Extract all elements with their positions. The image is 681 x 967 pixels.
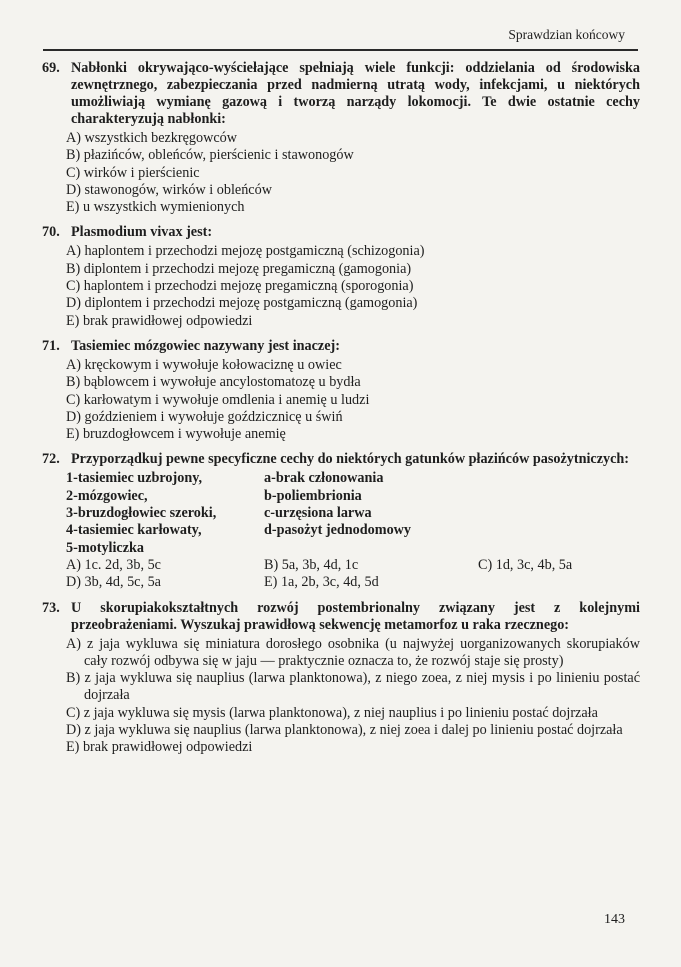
answer-option: E) 1a, 2b, 3c, 4d, 5d xyxy=(264,574,379,591)
matching-left: 4-tasiemiec karłowaty, xyxy=(66,522,202,539)
option: D) goździeniem i wywołuje goździcznicę u świń xyxy=(66,408,343,425)
matching-right: b-poliembrionia xyxy=(264,487,362,504)
option: E) brak prawidłowej odpowiedzi xyxy=(66,739,253,756)
option: C) haplontem i przechodzi mejozę pregamiczną (sporogonia) xyxy=(66,278,414,295)
running-header: Sprawdzian końcowy xyxy=(508,27,625,42)
page-number: 143 xyxy=(604,912,625,927)
matching-left: 3-bruzdogłowiec szeroki, xyxy=(66,505,217,522)
option: E) bruzdogłowcem i wywołuje anemię xyxy=(66,426,286,443)
matching-row xyxy=(66,505,640,522)
question-number: 71. xyxy=(42,337,60,354)
option: A) kręckowym i wywołuje kołowaciznę u owiec xyxy=(66,356,342,373)
option: D) diplontem i przechodzi mejozę postgamiczną (gamogonia) xyxy=(66,295,418,312)
answer-option: D) 3b, 4d, 5c, 5a xyxy=(66,574,161,591)
question-71 xyxy=(42,338,640,443)
matching-right: c-urzęsiona larwa xyxy=(264,505,372,522)
question-72 xyxy=(42,451,640,591)
answer-option: B) 5a, 3b, 4d, 1c xyxy=(264,556,359,573)
matching-row xyxy=(66,470,640,487)
question-body: Plasmodium vivax jest: xyxy=(71,224,213,241)
matching-left: 5-motyliczka xyxy=(66,539,145,556)
matching-row xyxy=(66,540,640,557)
question-body: Tasiemiec mózgowiec nazywany jest inaczej: xyxy=(71,337,340,354)
matching-left: 2-mózgowiec, xyxy=(66,487,148,504)
question-text xyxy=(42,224,640,241)
question-text xyxy=(42,600,640,634)
questions-content xyxy=(42,60,640,757)
question-number: 70. xyxy=(42,224,60,241)
matching-right: d-pasożyt jednodomowy xyxy=(264,522,412,539)
question-73 xyxy=(42,600,640,757)
option: E) brak prawidłowej odpowiedzi xyxy=(66,312,253,329)
question-text xyxy=(42,451,640,468)
option: E) u wszystkich wymienionych xyxy=(66,199,245,216)
matching-table xyxy=(42,470,640,591)
question-body: Przyporządkuj pewne specyficzne cechy do niektórych gatunków płazińców pasożytniczych: xyxy=(71,451,630,468)
question-text xyxy=(42,60,640,128)
option: B) bąblowcem i wywołuje ancylostomatozę u bydła xyxy=(66,374,361,391)
question-text xyxy=(42,338,640,355)
option: C) z jaja wykluwa się mysis (larwa planktonowa), z niej nauplius i po linieniu postać dojrzała xyxy=(66,704,598,721)
question-body: U skorupiakokształtnych rozwój postembrionalny związany jest z kolejnymi przeobrażeniami. Wyszukaj prawidłową sekwencję metamorfoz u raka rzecznego: xyxy=(71,599,640,633)
answer-row xyxy=(66,557,640,574)
question-70 xyxy=(42,224,640,329)
option: B) diplontem i przechodzi mejozę pregamiczną (gamogonia) xyxy=(66,260,412,277)
option: A) z jaja wykluwa się miniatura dorosłego osobnika (u najwyżej uorganizowanych skorupiaków cały rozwój odbywa się w jaju — praktycznie oznacza to, że rozwój staje się prosty) xyxy=(66,635,640,669)
answer-option: C) 1d, 3c, 4b, 5a xyxy=(478,556,573,573)
answer-option: A) 1c. 2d, 3b, 5c xyxy=(66,556,161,573)
option: C) karłowatym i wywołuje omdlenia i anemię u ludzi xyxy=(66,391,370,408)
question-69 xyxy=(42,60,640,216)
option: A) haplontem i przechodzi mejozę postgamiczną (schizogonia) xyxy=(66,243,425,260)
matching-right: a-brak członowania xyxy=(264,470,384,487)
header-rule xyxy=(43,49,638,51)
matching-left: 1-tasiemiec uzbrojony, xyxy=(66,470,203,487)
question-number: 69. xyxy=(42,60,60,76)
option: D) z jaja wykluwa się nauplius (larwa planktonowa), z niej zoea i dalej po linieniu postać dojrzała xyxy=(66,722,623,739)
matching-row xyxy=(66,488,640,505)
option: A) wszystkich bezkręgowców xyxy=(66,130,237,146)
matching-row xyxy=(66,522,640,539)
option: B) płazińców, obleńców, pierścienic i stawonogów xyxy=(66,147,354,164)
question-number: 72. xyxy=(42,451,60,468)
option: D) stawonogów, wirków i obleńców xyxy=(66,181,272,198)
question-body: Nabłonki okrywająco-wyściełające spełniają wiele funkcji: oddzielania od środowiska zewnętrznego, zabezpieczania przed nadmierną utratą wody, infekcjami, u niektórych umożliwiają wymianę gazową i tworzą narządy lokomocji. Te dwie ostatnie cechy charakteryzują nabłonki: xyxy=(71,60,640,127)
option: C) wirków i pierścienic xyxy=(66,164,200,181)
answer-row xyxy=(66,574,640,591)
question-number: 73. xyxy=(42,599,60,616)
option: B) z jaja wykluwa się nauplius (larwa planktonowa), z niego zoea, z niej mysis i po linieniu postać dojrzała xyxy=(66,670,640,704)
